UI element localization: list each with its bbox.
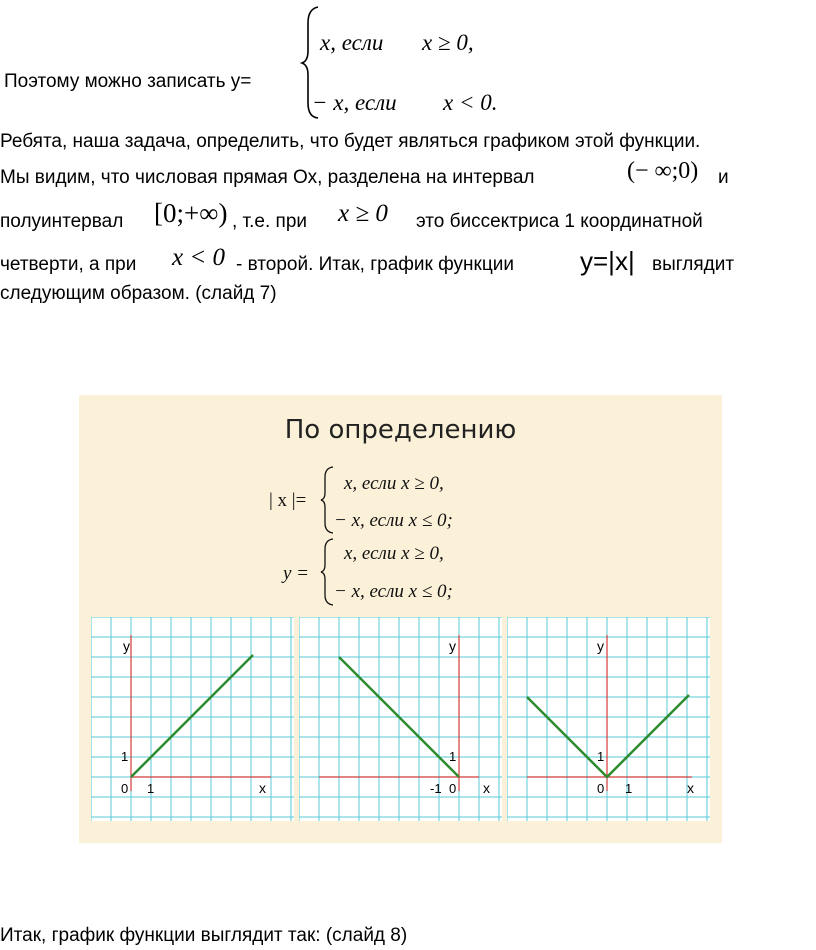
y-label: y (449, 638, 456, 654)
tick-y-label: 1 (121, 749, 129, 764)
footer-text: Итак, график функции выглядит так: (слайд 8) (0, 925, 408, 946)
x-label: x (259, 780, 266, 796)
tick-x-label: -1 (430, 781, 442, 796)
intro-case2-cond: x < 0. (443, 90, 498, 115)
tick-y-label: 1 (449, 749, 457, 764)
x-label: x (483, 780, 490, 796)
origin-label: 0 (597, 781, 605, 796)
y-case1: x, если x ≥ 0, (344, 543, 444, 564)
tick-x-label: 1 (147, 781, 155, 796)
function-formula: y=|x| (580, 246, 635, 276)
paragraph-and: и (718, 167, 729, 188)
paragraph-line4-start: четверти, а при (0, 254, 137, 275)
paragraph-line1: Ребята, наша задача, определить, что будет являться графиком этой функции. (0, 131, 701, 152)
y-label: y (597, 638, 604, 654)
interval-formula: (− ∞;0) (627, 158, 699, 184)
y-lhs: y = (283, 563, 310, 584)
intro-case2-expr: − x, если (312, 90, 397, 115)
cond-positive: x ≥ 0 (338, 200, 388, 227)
graph-y-equals-minus-x (299, 617, 502, 821)
abs-lhs: | x |= (269, 490, 307, 511)
graph-y-equals-abs-x (507, 617, 710, 821)
origin-label: 0 (121, 781, 129, 796)
intro-case1-expr: x, если (320, 30, 384, 55)
slide-title: По определению (284, 415, 517, 445)
graph-y-equals-x (91, 617, 294, 821)
paragraph-line4-mid: - второй. Итак, график функции (236, 254, 514, 275)
y-label: y (123, 638, 130, 654)
y-case2: − x, если x ≤ 0; (334, 581, 453, 602)
slide-7 (79, 395, 722, 843)
tick-y-label: 1 (597, 749, 605, 764)
paragraph-line4-end: выглядит (652, 254, 735, 275)
x-label: x (687, 780, 694, 796)
intro-case1-cond: x ≥ 0, (422, 30, 474, 55)
paragraph-line3-mid: , т.е. при (232, 211, 308, 232)
paragraph-line5: следующим образом. (слайд 7) (0, 283, 277, 304)
paragraph-line3-start: полуинтервал (0, 211, 124, 232)
origin-label: 0 (449, 781, 457, 796)
abs-case1: x, если x ≥ 0, (344, 473, 444, 494)
paragraph-line2: Мы видим, что числовая прямая Ох, разделена на интервал (0, 167, 535, 188)
paragraph-line3-end: это биссектриса 1 координатной (416, 211, 703, 232)
halfinterval-formula: [0;+∞) (154, 198, 228, 228)
intro-prefix: Поэтому можно записать у= (4, 71, 252, 92)
graph-background (507, 617, 710, 821)
abs-case2: − x, если x ≤ 0; (334, 510, 453, 531)
tick-x-label: 1 (625, 781, 633, 796)
cond-negative: x < 0 (172, 244, 225, 271)
